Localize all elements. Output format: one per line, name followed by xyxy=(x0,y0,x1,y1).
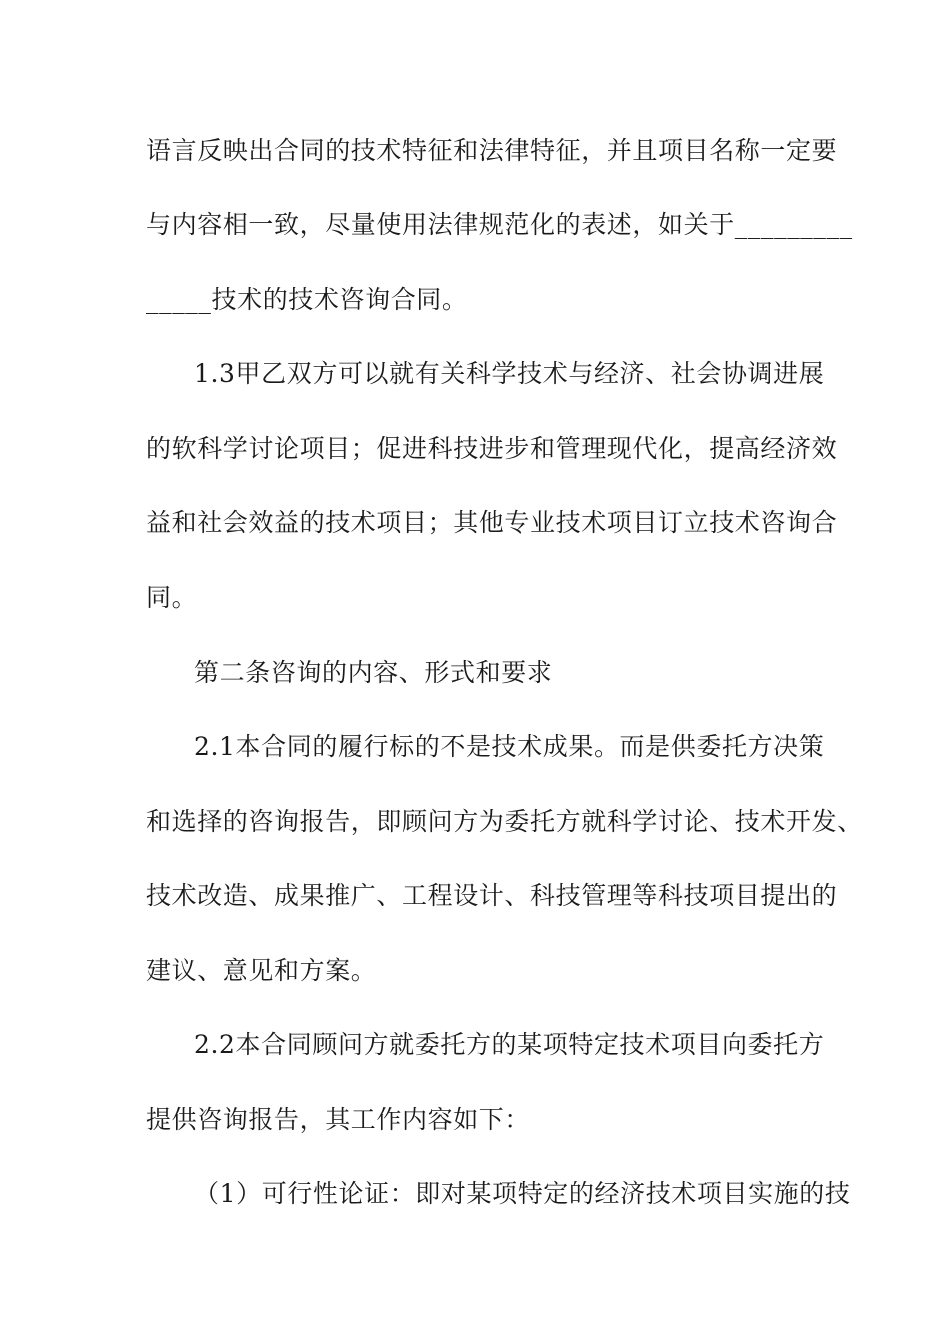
paragraph-2-2-start: 2.2本合同顾问方就委托方的某项特定技术项目向委托方 xyxy=(194,1030,825,1059)
list-item-feasibility: （1）可行性论证：即对某项特定的经济技术项目实施的技 xyxy=(194,1179,851,1208)
text-line: 与内容相一致，尽量使用法律规范化的表述，如关于_________ xyxy=(146,210,853,239)
text-line: 的软科学讨论项目；促进科技进步和管理现代化，提高经济效 xyxy=(146,434,838,463)
text-line: 建议、意见和方案。 xyxy=(146,956,377,985)
section-heading: 第二条咨询的内容、形式和要求 xyxy=(194,658,553,687)
text-line: 语言反映出合同的技术特征和法律特征，并且项目名称一定要 xyxy=(146,136,838,165)
text-line: _____技术的技术咨询合同。 xyxy=(146,285,468,314)
paragraph-1-3-start: 1.3甲乙双方可以就有关科学技术与经济、社会协调进展 xyxy=(194,359,825,388)
text-line: 同。 xyxy=(146,583,198,612)
text-line: 益和社会效益的技术项目；其他专业技术项目订立技术咨询合 xyxy=(146,508,838,537)
text-line: 提供咨询报告，其工作内容如下： xyxy=(146,1105,531,1134)
text-line: 技术改造、成果推广、工程设计、科技管理等科技项目提出的 xyxy=(146,881,838,910)
paragraph-2-1-start: 2.1本合同的履行标的不是技术成果。而是供委托方决策 xyxy=(194,732,825,761)
text-line: 和选择的咨询报告，即顾问方为委托方就科学讨论、技术开发、 xyxy=(146,807,863,836)
